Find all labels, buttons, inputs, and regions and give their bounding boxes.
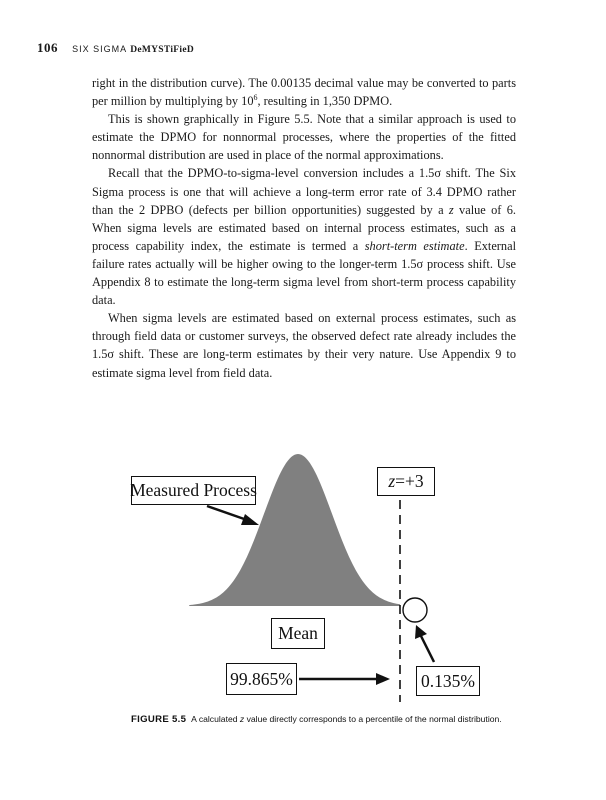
mean-box: Mean <box>271 618 325 649</box>
running-head <box>72 44 194 54</box>
tail-circle <box>403 598 427 622</box>
paragraph-1-end: , resulting in 1,350 DPMO. <box>257 94 393 109</box>
running-head-suffix: DeMYSTiFieD <box>130 45 194 55</box>
paragraph-3-part-c: . External failure rates actually will be higher owing to the longer-term 1.5σ process shift. Use Appendix 8 to estimate the long-term sigma level from short-term process capability data. <box>92 238 517 308</box>
paragraph-1 <box>92 74 516 110</box>
caption-label: FIGURE 5.5 <box>131 714 187 725</box>
z-label-value: =+3 <box>395 471 424 491</box>
paragraph-1-superscript: 6 <box>253 92 258 102</box>
percent-arrowhead <box>376 673 390 685</box>
measured-process-arrow <box>207 506 247 520</box>
page-header <box>37 40 194 56</box>
running-head-title: SIX SIGMA <box>72 44 127 54</box>
tail-arrow <box>421 636 434 662</box>
caption-z: z <box>239 714 245 724</box>
paragraph-3-emphasis: short-term estimate <box>364 238 465 253</box>
measured-process-box: Measured Process <box>131 476 256 505</box>
right-percent-box: 0.135% <box>416 666 480 696</box>
page-number: 106 <box>37 40 58 55</box>
paragraph-2: This is shown graphically in Figure 5.5. Note that a similar approach is used to estimate the DPMO for nonnormal processes, where the properties of the fitted nonnormal distribution are used in place of the normal approximations. <box>92 112 516 163</box>
caption-text-a: A calculated <box>191 714 240 724</box>
measured-process-arrowhead <box>241 514 259 525</box>
z-label-box <box>377 467 435 496</box>
caption-text-b: value directly corresponds to a percentile of the normal distribution. <box>244 714 502 724</box>
left-percent-box: 99.865% <box>226 663 297 695</box>
paragraph-3-z: z <box>448 202 454 217</box>
z-label-z: z <box>388 471 396 491</box>
paragraph-1-text: right in the distribution curve). The 0.00135 decimal value may be converted to parts per million by multiplying by 10 <box>92 76 516 109</box>
body-text <box>92 74 516 382</box>
figure-caption <box>131 714 511 726</box>
paragraph-3 <box>92 164 516 309</box>
paragraph-3-part-b: value of 6. When sigma levels are estimated based on internal process estimates, such as a process capability index, the estimate is termed a <box>92 202 516 253</box>
figure-5-5 <box>110 440 510 710</box>
paragraph-3-part-a: Recall that the DPMO-to-sigma-level conversion includes a 1.5σ shift. The Six Sigma process is one that will achieve a long-term error rate of 3.4 DPMO rather than the 2 DPBO (defects per billion opportunities) suggested by a <box>92 166 516 217</box>
paragraph-4: When sigma levels are estimated based on external process estimates, such as through field data or customer surveys, the observed defect rate already includes the 1.5σ shift. These are long-term estimates by their very nature. Use Appendix 9 to estimate sigma level from field data. <box>92 311 516 380</box>
